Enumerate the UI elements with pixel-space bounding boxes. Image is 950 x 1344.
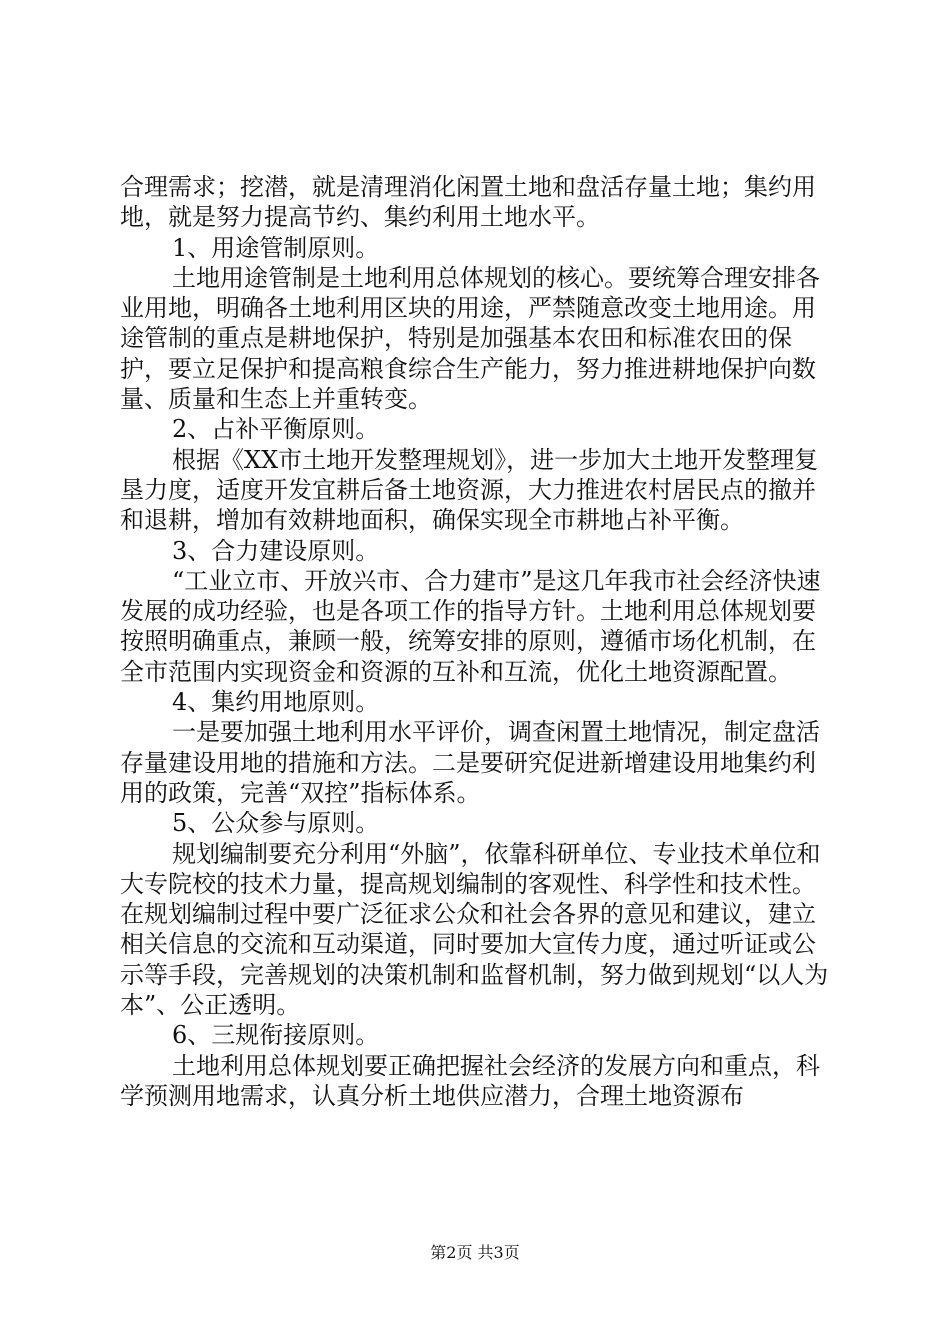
paragraph-3: “工业立市、开放兴市、合力建市”是这几年我市社会经济快速发展的成功经验，也是各项工作的指导方针。土地利用总体规划要按照明确重点，兼顾一般，统筹安排的原则，遵循市场化机制，在全市范围内实现资金和资源的互补和互流，优化土地资源配置。 [120, 566, 821, 686]
section-heading-1: 1、用途管制原则。 [172, 233, 380, 262]
paragraph-1: 土地用途管制是土地利用总体规划的核心。要统筹合理安排各业用地，明确各土地利用区块的用途，严禁随意改变土地用途。用途管制的重点是耕地保护，特别是加强基本农田和标准农田的保护，要立足保护和提高粮食综合生产能力，努力推进耕地保护向数量、质量和生态上并重转变。 [120, 263, 820, 414]
paragraph-4: 一是要加强土地利用水平评价，调查闲置土地情况，制定盘活存量建设用地的措施和方法。二是要研究促进新增建设用地集约利用的政策，完善“双控”指标体系。 [120, 718, 820, 807]
document-body [120, 172, 838, 1111]
paragraph-2: 根据《XX市土地开发整理规划》，进一步加大土地开发整理复垦力度，适度开发宜耕后备土地资源，大力推进农村居民点的撤并和退耕，增加有效耕地面积，确保实现全市耕地占补平衡。 [120, 445, 819, 535]
section-heading-2: 2、占补平衡原则。 [172, 415, 380, 444]
section-heading-3: 3、合力建设原则。 [172, 536, 380, 565]
page-footer: 第2页 共3页 [430, 1243, 520, 1262]
paragraph-continuation: 合理需求；挖潜，就是清理消化闲置土地和盘活存量土地；集约用地，就是努力提高节约、集约利用土地水平。 [120, 173, 816, 232]
paragraph-5: 规划编制要充分利用“外脑”，依靠科研单位、专业技术单位和大专院校的技术力量，提高规划编制的客观性、科学性和技术性。在规划编制过程中要广泛征求公众和社会各界的意见和建议，建立相关信息的交流和互动渠道，同时要加大宣传力度，通过听证或公示等手段，完善规划的决策机制和监督机制，努力做到规划“以人为本”、公正透明。 [120, 839, 829, 1020]
section-heading-6: 6、三规衔接原则。 [172, 1021, 380, 1050]
section-heading-5: 5、公众参与原则。 [172, 809, 380, 838]
paragraph-6: 土地利用总体规划要正确把握社会经济的发展方向和重点，科学预测用地需求，认真分析土地供应潜力，合理土地资源布 [120, 1051, 820, 1110]
section-heading-4: 4、集约用地原则。 [172, 688, 380, 717]
